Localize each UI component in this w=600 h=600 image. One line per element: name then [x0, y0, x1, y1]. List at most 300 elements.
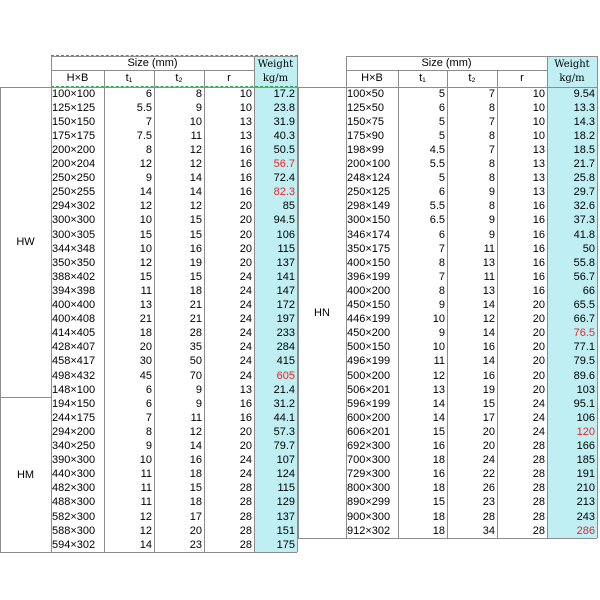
- dimension-cell: 18: [139, 327, 152, 340]
- weight-cell: 175: [276, 538, 295, 551]
- dimension-cell: 18: [189, 284, 202, 297]
- dimension-cell: 18: [432, 524, 445, 537]
- column-divider: [0, 87, 1, 552]
- section-size-cell: 500×200: [347, 369, 391, 382]
- dimension-cell: 12: [189, 200, 202, 213]
- hxb-header: H×B: [66, 72, 89, 84]
- table-bottom-line: [298, 538, 597, 539]
- dimension-cell: 5: [438, 129, 445, 142]
- section-size-cell: 594×302: [52, 538, 96, 551]
- weight-cell: 147: [276, 284, 295, 297]
- section-size-cell: 498×432: [52, 369, 96, 382]
- weight-cell: 18.5: [573, 143, 595, 156]
- dimension-cell: 16: [239, 172, 252, 185]
- dimension-cell: 15: [189, 214, 202, 227]
- dimension-cell: 34: [482, 524, 495, 537]
- header-mid-line: [51, 70, 254, 71]
- dimension-cell: 20: [532, 383, 545, 396]
- dimension-cell: 14: [482, 355, 495, 368]
- dimension-cell: 12: [139, 200, 152, 213]
- dimension-cell: 5.5: [136, 101, 152, 114]
- weight-cell: 56.7: [573, 270, 595, 283]
- dimension-cell: 7: [438, 242, 445, 255]
- weight-cell: 76.5: [573, 327, 595, 340]
- dimension-cell: 11: [433, 355, 445, 368]
- dimension-cell: 6: [145, 87, 152, 100]
- dimension-cell: 13: [532, 186, 545, 199]
- dimension-cell: 16: [532, 242, 545, 255]
- section-size-cell: 294×200: [52, 425, 96, 438]
- dimension-cell: 28: [239, 496, 252, 509]
- dimension-cell: 14: [482, 299, 495, 311]
- section-size-cell: 300×300: [52, 214, 96, 227]
- section-size-cell: 150×75: [347, 115, 385, 128]
- dimension-cell: 12: [432, 369, 445, 382]
- r-header: r: [520, 72, 524, 84]
- section-size-cell: 248×124: [347, 172, 391, 185]
- weight-cell: 120: [576, 425, 595, 438]
- dimension-cell: 20: [239, 228, 252, 241]
- dimension-cell: 45: [139, 369, 152, 382]
- weight-cell: 55.8: [573, 256, 595, 269]
- dimension-cell: 10: [239, 87, 252, 100]
- dimension-cell: 16: [532, 284, 545, 297]
- section-size-cell: 100×50: [347, 87, 385, 100]
- dimension-cell: 28: [239, 538, 252, 551]
- section-size-cell: 692×300: [347, 440, 391, 452]
- weight-unit-header: kg/m: [262, 73, 289, 84]
- r-header: r: [227, 72, 231, 84]
- dimension-cell: 16: [239, 411, 252, 424]
- weight-cell: 72.4: [273, 172, 295, 185]
- dimension-cell: 12: [139, 256, 152, 269]
- dimension-cell: 24: [532, 425, 545, 438]
- dimension-cell: 14: [432, 411, 445, 424]
- size-header: Size (mm): [127, 57, 178, 69]
- weight-cell: 243: [576, 510, 595, 523]
- dimension-cell: 16: [239, 186, 252, 199]
- dimension-cell: 6: [438, 101, 445, 114]
- dimension-cell: 9: [488, 186, 495, 199]
- dimension-cell: 9: [145, 172, 152, 185]
- dimension-cell: 11: [140, 482, 152, 495]
- section-size-cell: 912×302: [347, 524, 391, 537]
- dimension-cell: 18: [432, 482, 445, 495]
- section-size-cell: 125×125: [52, 101, 96, 114]
- dimension-cell: 50: [189, 355, 202, 368]
- dimension-cell: 18: [189, 496, 202, 509]
- section-size-cell: 298×149: [347, 200, 391, 213]
- weight-cell: 210: [576, 482, 595, 495]
- weight-cell: 66.7: [573, 313, 595, 326]
- weight-cell: 65.5: [573, 299, 595, 311]
- weight-cell: 124: [276, 468, 295, 481]
- dimension-cell: 10: [532, 129, 545, 142]
- section-size-cell: 440×300: [52, 468, 96, 481]
- weight-cell: 23.8: [273, 101, 295, 114]
- weight-cell: 41.8: [573, 228, 595, 241]
- weight-cell: 213: [576, 496, 595, 509]
- section-size-cell: 596×199: [347, 397, 391, 410]
- dimension-cell: 13: [139, 299, 152, 311]
- dimension-cell: 24: [239, 284, 252, 297]
- weight-cell: 284: [276, 341, 295, 354]
- dimension-cell: 28: [532, 496, 545, 509]
- section-size-cell: 606×201: [347, 425, 391, 438]
- dimension-cell: 17: [189, 510, 202, 523]
- weight-cell: 77.1: [573, 341, 595, 354]
- dimension-cell: 11: [483, 270, 495, 283]
- dimension-cell: 28: [532, 440, 545, 452]
- dimension-cell: 20: [532, 299, 545, 311]
- section-size-cell: 344×348: [52, 242, 96, 255]
- dimension-cell: 28: [532, 468, 545, 481]
- weight-cell: 286: [576, 524, 595, 537]
- dimension-cell: 24: [482, 454, 495, 467]
- dimension-cell: 13: [482, 284, 495, 297]
- dimension-cell: 16: [532, 270, 545, 283]
- dimension-cell: 24: [239, 355, 252, 368]
- weight-cell: 37.3: [573, 214, 595, 227]
- section-size-cell: 350×175: [347, 242, 391, 255]
- dimension-cell: 13: [239, 115, 252, 128]
- dimension-cell: 5.5: [429, 200, 445, 213]
- weight-cell: 141: [276, 270, 295, 283]
- dimension-cell: 14: [482, 327, 495, 340]
- dimension-cell: 12: [482, 313, 495, 326]
- section-size-cell: 250×250: [52, 172, 96, 185]
- weight-cell: 79.5: [573, 355, 595, 368]
- group-label: HM: [16, 468, 35, 481]
- dimension-cell: 24: [532, 397, 545, 410]
- dimension-cell: 10: [432, 313, 445, 326]
- section-size-cell: 294×302: [52, 200, 96, 213]
- dimension-cell: 21: [139, 313, 152, 326]
- weight-cell: 9.54: [573, 87, 595, 100]
- dimension-cell: 16: [239, 397, 252, 410]
- dimension-cell: 30: [139, 355, 152, 368]
- section-size-cell: 428×407: [52, 341, 96, 354]
- weight-cell: 197: [276, 313, 295, 326]
- weight-cell: 191: [576, 468, 595, 481]
- dimension-cell: 9: [488, 214, 495, 227]
- dimension-cell: 15: [432, 425, 445, 438]
- weight-cell: 137: [276, 256, 295, 269]
- hxb-header: H×B: [361, 72, 383, 84]
- dimension-cell: 5.5: [429, 158, 445, 170]
- dimension-cell: 11: [140, 284, 152, 297]
- dimension-cell: 20: [532, 341, 545, 354]
- section-size-cell: 175×175: [52, 129, 96, 142]
- weight-cell: 107: [276, 454, 295, 467]
- dimension-cell: 20: [532, 313, 545, 326]
- header-mid-line: [346, 70, 547, 71]
- section-size-cell: 588×300: [52, 524, 96, 537]
- dimension-cell: 7: [488, 115, 495, 128]
- weight-cell: 605: [276, 369, 295, 382]
- weight-cell: 31.2: [273, 397, 295, 410]
- dimension-cell: 10: [532, 87, 545, 100]
- weight-cell: 82.3: [273, 186, 295, 199]
- column-divider: [597, 56, 598, 538]
- dimension-cell: 15: [189, 228, 202, 241]
- dimension-cell: 13: [532, 158, 545, 170]
- dimension-cell: 24: [532, 411, 545, 424]
- dimension-cell: 11: [140, 468, 152, 481]
- dimension-cell: 28: [189, 327, 202, 340]
- dimension-cell: 14: [432, 397, 445, 410]
- section-size-cell: 488×300: [52, 496, 96, 509]
- dimension-cell: 70: [189, 369, 202, 382]
- dimension-cell: 13: [239, 129, 252, 142]
- weight-cell: 32.6: [573, 200, 595, 213]
- section-size-cell: 450×200: [347, 327, 391, 340]
- dimension-cell: 6: [145, 383, 152, 396]
- weight-cell: 94.5: [273, 214, 295, 227]
- weight-cell: 21.7: [573, 158, 595, 170]
- dimension-cell: 8: [488, 172, 495, 185]
- section-size-cell: 200×200: [52, 143, 96, 156]
- weight-cell: 151: [276, 524, 295, 537]
- weight-cell: 21.4: [273, 383, 295, 396]
- weight-cell: 89.6: [573, 369, 595, 382]
- dimension-cell: 16: [532, 256, 545, 269]
- weight-cell: 50: [582, 242, 595, 255]
- section-size-cell: 496×199: [347, 355, 391, 368]
- section-size-cell: 482×300: [52, 482, 96, 495]
- dimension-cell: 19: [482, 383, 495, 396]
- dimension-cell: 16: [239, 143, 252, 156]
- dimension-cell: 10: [139, 214, 152, 227]
- dimension-cell: 15: [189, 270, 202, 283]
- weight-cell: 185: [576, 454, 595, 467]
- dimension-cell: 8: [438, 284, 445, 297]
- dimension-cell: 8: [145, 143, 152, 156]
- dimension-cell: 15: [139, 270, 152, 283]
- dimension-cell: 23: [482, 496, 495, 509]
- section-size-cell: 250×125: [347, 186, 391, 199]
- t1-header: t₁: [125, 72, 133, 84]
- dimension-cell: 9: [488, 228, 495, 241]
- dimension-cell: 28: [532, 510, 545, 523]
- dimension-cell: 14: [139, 186, 152, 199]
- dimension-cell: 10: [189, 115, 202, 128]
- spreadsheet-view: [0, 56, 600, 551]
- dimension-cell: 6: [145, 397, 152, 410]
- dimension-cell: 16: [432, 468, 445, 481]
- weight-cell: 115: [277, 242, 295, 255]
- dimension-cell: 9: [195, 397, 202, 410]
- weight-cell: 233: [276, 327, 295, 340]
- dimension-cell: 9: [195, 101, 202, 114]
- dimension-cell: 15: [139, 228, 152, 241]
- weight-cell: 29.7: [573, 186, 595, 199]
- section-size-cell: 340×250: [52, 440, 96, 452]
- weight-cell: 79.7: [273, 440, 295, 452]
- dimension-cell: 20: [139, 341, 152, 354]
- section-size-cell: 582×300: [52, 510, 96, 523]
- section-size-cell: 450×150: [347, 299, 391, 311]
- section-size-cell: 175×90: [347, 129, 385, 142]
- dimension-cell: 15: [482, 397, 495, 410]
- dimension-cell: 24: [239, 468, 252, 481]
- weight-cell: 14.3: [573, 115, 595, 128]
- section-size-cell: 200×100: [347, 158, 391, 170]
- dimension-cell: 5: [438, 115, 445, 128]
- dimension-cell: 8: [488, 158, 495, 170]
- dimension-cell: 16: [482, 369, 495, 382]
- weight-cell: 103: [576, 383, 595, 396]
- dimension-cell: 20: [239, 256, 252, 269]
- dimension-cell: 11: [190, 129, 202, 142]
- group-label: HW: [16, 236, 35, 249]
- dimension-cell: 20: [482, 440, 495, 452]
- section-size-cell: 346×174: [347, 228, 391, 241]
- weight-cell: 13.3: [573, 101, 595, 114]
- dimension-cell: 8: [488, 101, 495, 114]
- dimension-cell: 6: [438, 186, 445, 199]
- dimension-cell: 9: [195, 383, 202, 396]
- weight-cell: 172: [276, 299, 295, 311]
- dimension-cell: 16: [189, 242, 202, 255]
- dimension-cell: 28: [532, 482, 545, 495]
- dimension-cell: 20: [532, 369, 545, 382]
- dimension-cell: 24: [239, 454, 252, 467]
- weight-unit-header: kg/m: [559, 73, 585, 84]
- dimension-cell: 10: [139, 242, 152, 255]
- table-bottom-line: [0, 552, 297, 553]
- dimension-cell: 28: [239, 482, 252, 495]
- section-size-cell: 400×200: [347, 284, 391, 297]
- dimension-cell: 13: [532, 172, 545, 185]
- weight-cell: 56.7: [273, 158, 295, 170]
- dimension-cell: 8: [195, 87, 202, 100]
- section-size-cell: 388×402: [52, 270, 96, 283]
- dimension-cell: 20: [239, 200, 252, 213]
- section-size-cell: 800×300: [347, 482, 391, 495]
- dimension-cell: 12: [189, 143, 202, 156]
- section-size-cell: 300×305: [52, 228, 96, 241]
- dimension-cell: 8: [488, 200, 495, 213]
- dimension-cell: 16: [532, 200, 545, 213]
- dimension-cell: 24: [239, 327, 252, 340]
- section-size-cell: 700×300: [347, 454, 391, 467]
- dimension-cell: 12: [189, 158, 202, 170]
- dimension-cell: 12: [139, 510, 152, 523]
- weight-cell: 137: [276, 510, 295, 523]
- dimension-cell: 6: [438, 228, 445, 241]
- dimension-cell: 21: [189, 299, 202, 311]
- dimension-cell: 18: [189, 468, 202, 481]
- weight-cell: 415: [276, 355, 295, 368]
- weight-cell: 50.5: [273, 143, 295, 156]
- dimension-cell: 7: [145, 411, 152, 424]
- section-size-cell: 414×405: [52, 327, 96, 340]
- dimension-cell: 19: [189, 256, 202, 269]
- weight-header: Weight: [257, 59, 294, 70]
- section-size-cell: 446×199: [347, 313, 391, 326]
- section-size-cell: 350×350: [52, 256, 96, 269]
- dimension-cell: 12: [139, 158, 152, 170]
- dimension-cell: 7.5: [136, 129, 152, 142]
- dimension-cell: 15: [189, 482, 202, 495]
- weight-cell: 25.8: [573, 172, 595, 185]
- dimension-cell: 11: [190, 411, 202, 424]
- dimension-cell: 16: [532, 214, 545, 227]
- dimension-cell: 20: [239, 440, 252, 452]
- dimension-cell: 13: [482, 256, 495, 269]
- dimension-cell: 20: [239, 425, 252, 438]
- dimension-cell: 17: [482, 411, 495, 424]
- dimension-cell: 9: [145, 440, 152, 452]
- weight-cell: 85: [282, 200, 295, 213]
- dimension-cell: 10: [432, 341, 445, 354]
- section-size-cell: 300×150: [347, 214, 391, 227]
- section-size-cell: 250×255: [52, 186, 96, 199]
- dimension-cell: 14: [189, 440, 202, 452]
- dimension-cell: 10: [139, 454, 152, 467]
- dimension-cell: 13: [532, 143, 545, 156]
- dimension-cell: 28: [532, 454, 545, 467]
- dimension-cell: 13: [432, 383, 445, 396]
- dimension-cell: 18: [432, 454, 445, 467]
- dimension-cell: 16: [432, 440, 445, 452]
- section-size-cell: 400×408: [52, 313, 96, 326]
- dimension-cell: 28: [482, 510, 495, 523]
- dimension-cell: 14: [189, 186, 202, 199]
- weight-cell: 95.1: [573, 397, 595, 410]
- dimension-cell: 6.5: [429, 214, 445, 227]
- dimension-cell: 14: [139, 538, 152, 551]
- dimension-cell: 13: [239, 383, 252, 396]
- dimension-cell: 12: [189, 425, 202, 438]
- section-size-cell: 244×175: [52, 411, 96, 424]
- dimension-cell: 23: [189, 538, 202, 551]
- weight-cell: 31.9: [273, 115, 295, 128]
- section-size-cell: 125×50: [347, 101, 385, 114]
- t2-header: t₂: [468, 72, 476, 84]
- dimension-cell: 12: [139, 524, 152, 537]
- dimension-cell: 16: [482, 341, 495, 354]
- dimension-cell: 20: [189, 524, 202, 537]
- weight-cell: 40.3: [273, 129, 295, 142]
- section-size-cell: 200×204: [52, 158, 96, 170]
- dimension-cell: 5: [438, 87, 445, 100]
- weight-cell: 44.1: [273, 411, 295, 424]
- dimension-cell: 20: [482, 425, 495, 438]
- dimension-cell: 28: [532, 524, 545, 537]
- dimension-cell: 35: [189, 341, 202, 354]
- dimension-cell: 7: [438, 270, 445, 283]
- section-size-cell: 890×299: [347, 496, 391, 509]
- section-size-cell: 506×201: [347, 383, 391, 396]
- dimension-cell: 9: [438, 299, 445, 311]
- weight-cell: 66: [582, 284, 595, 297]
- dimension-cell: 9: [438, 327, 445, 340]
- dimension-cell: 10: [532, 115, 545, 128]
- dimension-cell: 20: [532, 355, 545, 368]
- weight-cell: 17.2: [273, 87, 295, 100]
- group-divider: [0, 397, 51, 398]
- dimension-cell: 10: [532, 101, 545, 114]
- dimension-cell: 4.5: [429, 143, 445, 156]
- dimension-cell: 7: [488, 143, 495, 156]
- dimension-cell: 18: [432, 510, 445, 523]
- section-size-cell: 900×300: [347, 510, 391, 523]
- weight-cell: 18.2: [573, 129, 595, 142]
- dimension-cell: 20: [239, 242, 252, 255]
- dimension-cell: 24: [239, 313, 252, 326]
